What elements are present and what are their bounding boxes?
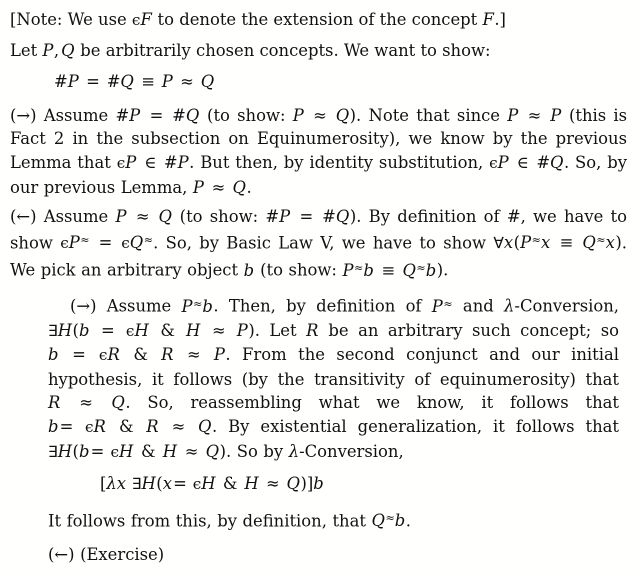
- display-lambda-conversion: [λx ∃H(x= ϵH & H ≈ Q)]b: [100, 474, 324, 494]
- epsilon-symbol: ϵ: [131, 11, 141, 29]
- paragraph-nested-conclusion: It follows from this, by definition, that Q≈b.: [48, 511, 412, 531]
- paragraph-backward-direction: (←) Assume P ≈ Q (to show: #P = #Q). By definition of #, we have to show ϵP≈ = ϵQ≈. So, by Basic Law V, we have to show ∀x(P≈x ≡ Q≈x). We pick an arbitrary object b (to show: P≈b ≡ Q≈b).: [10, 207, 627, 280]
- note-line: [Note: We use ϵF to denote the extension of the concept F.]: [10, 10, 506, 29]
- paragraph-nested-forward: (→) Assume P≈b. Then, by definition of P≈ and λ-Conversion, ∃H(b = ϵH & H ≈ P). Let R be an arbitrary such concept; so b = ϵR & R ≈ P. From the second conjunct and our initial hypothesis, it follows (by the transitivity of equinumerosity) that R ≈ Q. So, reassembling what we know, it follows that b= ϵR & R ≈ Q. By existential generalization, it follows that ∃H(b= ϵH & H ≈ Q). So by λ-Conversion,: [48, 296, 620, 461]
- display-hume-principle: #P = #Q ≡ P ≈ Q: [54, 72, 215, 92]
- nested-proof-block: [10, 292, 627, 566]
- paragraph-forward-direction: (→) Assume #P = #Q (to show: P ≈ Q). Note that since P ≈ P (this is Fact 2 in the subsection on Equinumerosity), we know by the previous Lemma that ϵP ∈ #P. But then, by identity substitution, ϵP ∈ #Q. So, by our previous Lemma, P ≈ Q.: [10, 105, 628, 197]
- paragraph-nested-backward: (←) (Exercise): [48, 544, 165, 564]
- setup-line: Let P, Q be arbitrarily chosen concepts. We want to show:: [10, 40, 491, 60]
